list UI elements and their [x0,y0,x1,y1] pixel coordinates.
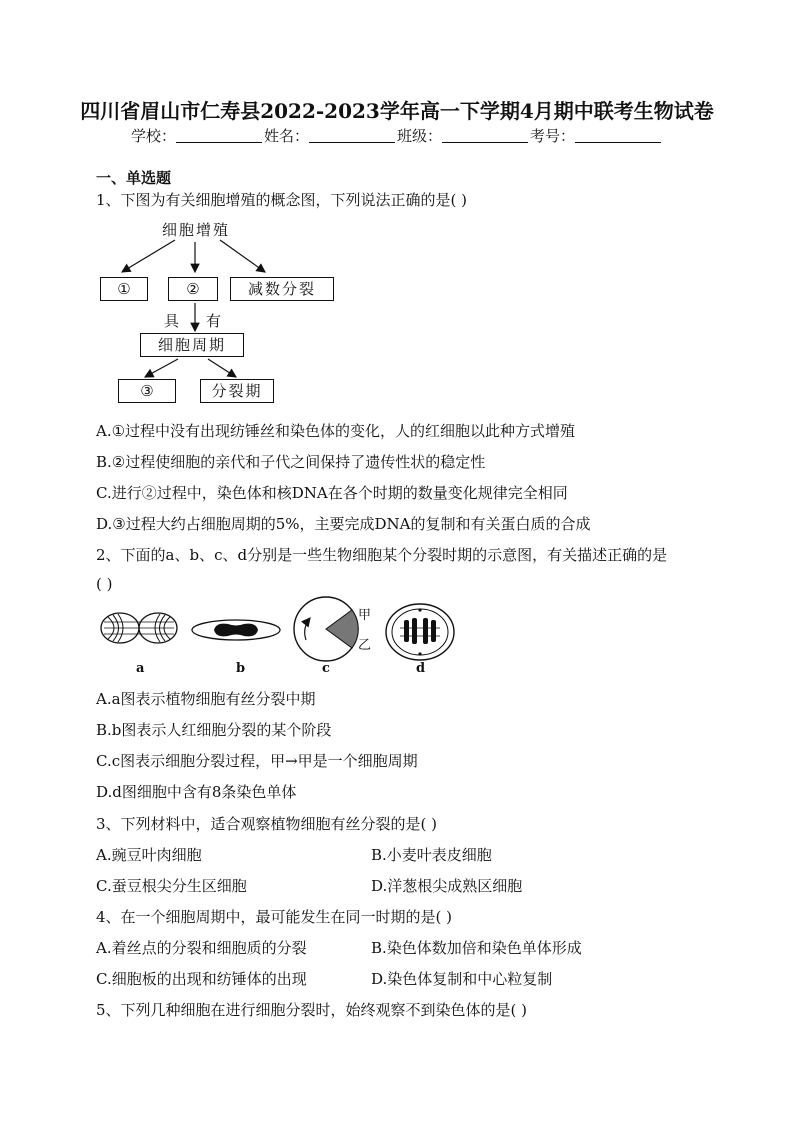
diagram-edge-label-right: 有 [206,312,222,330]
diagram-box-cell-cycle: 细胞周期 [140,333,244,357]
question-2-option-a[interactable]: A.a图表示植物细胞有丝分裂中期 [96,690,316,708]
number-label: 考号： [530,127,576,145]
figure-label-a: a [136,661,145,676]
diagram-box-1: ① [100,277,148,301]
question-3-stem: 3、下列材料中，适合观察植物细胞有丝分裂的是( ) [96,815,438,833]
question-5-stem: 5、下列几种细胞在进行细胞分裂时，始终观察不到染色体的是( ) [96,1001,528,1019]
question-3-option-c[interactable]: C.蚕豆根尖分生区细胞 [96,877,247,895]
figure-c-cycle [294,597,358,661]
diagram-box-division-phase: 分裂期 [200,379,274,403]
diagram-edge-label-left: 具 [164,312,180,330]
question-4-option-d[interactable]: D.染色体复制和中心粒复制 [371,970,553,988]
question-2-option-d[interactable]: D.d图细胞中含有8条染色单体 [96,783,297,801]
question-3-option-d[interactable]: D.洋葱根尖成熟区细胞 [371,877,523,895]
figure-d-cell [386,604,454,660]
question-3-option-b[interactable]: B.小麦叶表皮细胞 [371,846,492,864]
question-4-option-a[interactable]: A.着丝点的分裂和细胞质的分裂 [96,939,307,957]
diagram-box-3: ③ [118,379,176,403]
section-heading: 一、单选题 [96,169,172,187]
question-1-option-c[interactable]: C.进行②过程中，染色体和核DNA在各个时期的数量变化规律完全相同 [96,484,568,502]
figure-c-label-yi: 乙 [358,638,372,653]
figure-a-cell [101,613,177,643]
figure-label-c: c [322,661,330,676]
diagram-box-meiosis: 减数分裂 [230,277,334,301]
figure-c-label-jia: 甲 [358,608,372,623]
question-2-option-c[interactable]: C.c图表示细胞分裂过程，甲→甲是一个细胞周期 [96,752,418,770]
question-1-option-b[interactable]: B.②过程使细胞的亲代和子代之间保持了遗传性状的稳定性 [96,453,486,471]
question-3-option-a[interactable]: A.豌豆叶肉细胞 [96,846,202,864]
question-4-option-b[interactable]: B.染色体数加倍和染色单体形成 [371,939,582,957]
question-1-stem: 1、下图为有关细胞增殖的概念图，下列说法正确的是( ) [96,191,468,209]
page-title: 四川省眉山市仁寿县2022-2023学年高一下学期4月期中联考生物试卷 [80,99,714,123]
diagram-top-label: 细胞增殖 [162,221,231,239]
question-4-option-c[interactable]: C.细胞板的出现和纺锤体的出现 [96,970,307,988]
question-4-stem: 4、在一个细胞周期中，最可能发生在同一时期的是( ) [96,908,453,926]
figure-label-b: b [236,661,246,676]
name-label: 姓名： [263,127,309,145]
question-1-option-a[interactable]: A.①过程中没有出现纺锤丝和染色体的变化，人的红细胞以此种方式增殖 [96,422,576,440]
question-2-stem-line-2: ( ) [96,575,113,593]
figure-label-d: d [416,661,426,676]
diagram-box-2: ② [168,277,218,301]
class-label: 班级： [397,127,443,145]
figure-b-cell [192,620,280,640]
question-2-stem-line-1: 2、下面的a、b、c、d分别是一些生物细胞某个分裂时期的示意图，有关描述正确的是 [96,546,668,564]
school-label: 学校： [130,127,176,145]
question-2-option-b[interactable]: B.b图表示人红细胞分裂的某个阶段 [96,721,332,739]
question-1-option-d[interactable]: D.③过程大约占细胞周期的5%，主要完成DNA的复制和有关蛋白质的合成 [96,515,591,533]
